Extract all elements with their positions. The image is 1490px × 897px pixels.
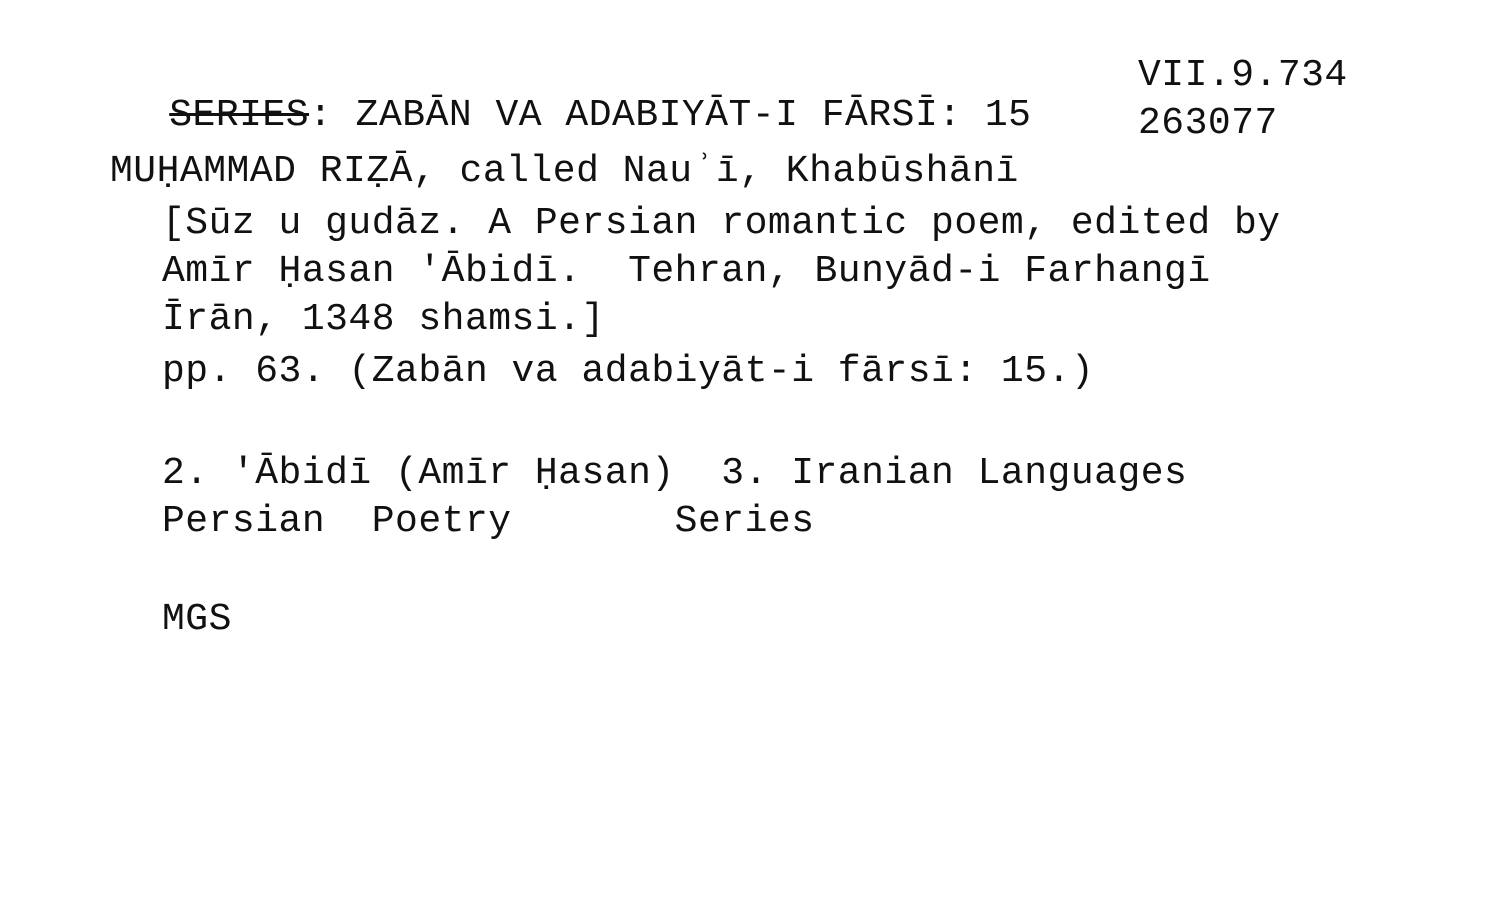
call-number: VII.9.734 — [1138, 54, 1348, 97]
tracings-line: Persian Poetry Series — [162, 500, 815, 543]
accession-number: 263077 — [1138, 102, 1278, 145]
series-title: ZABĀN VA ADABIYĀT-I FĀRSĪ: 15 — [355, 94, 1032, 137]
cataloger-initials: MGS — [162, 598, 232, 641]
main-heading: MUḤAMMAD RIẒĀ, called Nauʾī, Khabūshānī — [110, 150, 1019, 193]
tracings-line: 2. 'Ābidī (Amīr Ḥasan) 3. Iranian Languages — [162, 452, 1188, 495]
collation-line: pp. 63. (Zabān va adabiyāt-i fārsī: 15.) — [162, 350, 1095, 393]
description-line: Amīr Ḥasan 'Ābidī. Tehran, Bunyād-i Farhangī — [162, 250, 1211, 293]
series-label-struck: SERIES — [169, 94, 310, 137]
description-line: [Sūz u gudāz. A Persian romantic poem, edited by — [162, 202, 1281, 245]
description-line: Īrān, 1348 shamsi.] — [162, 298, 605, 341]
series-colon: : — [309, 94, 333, 137]
